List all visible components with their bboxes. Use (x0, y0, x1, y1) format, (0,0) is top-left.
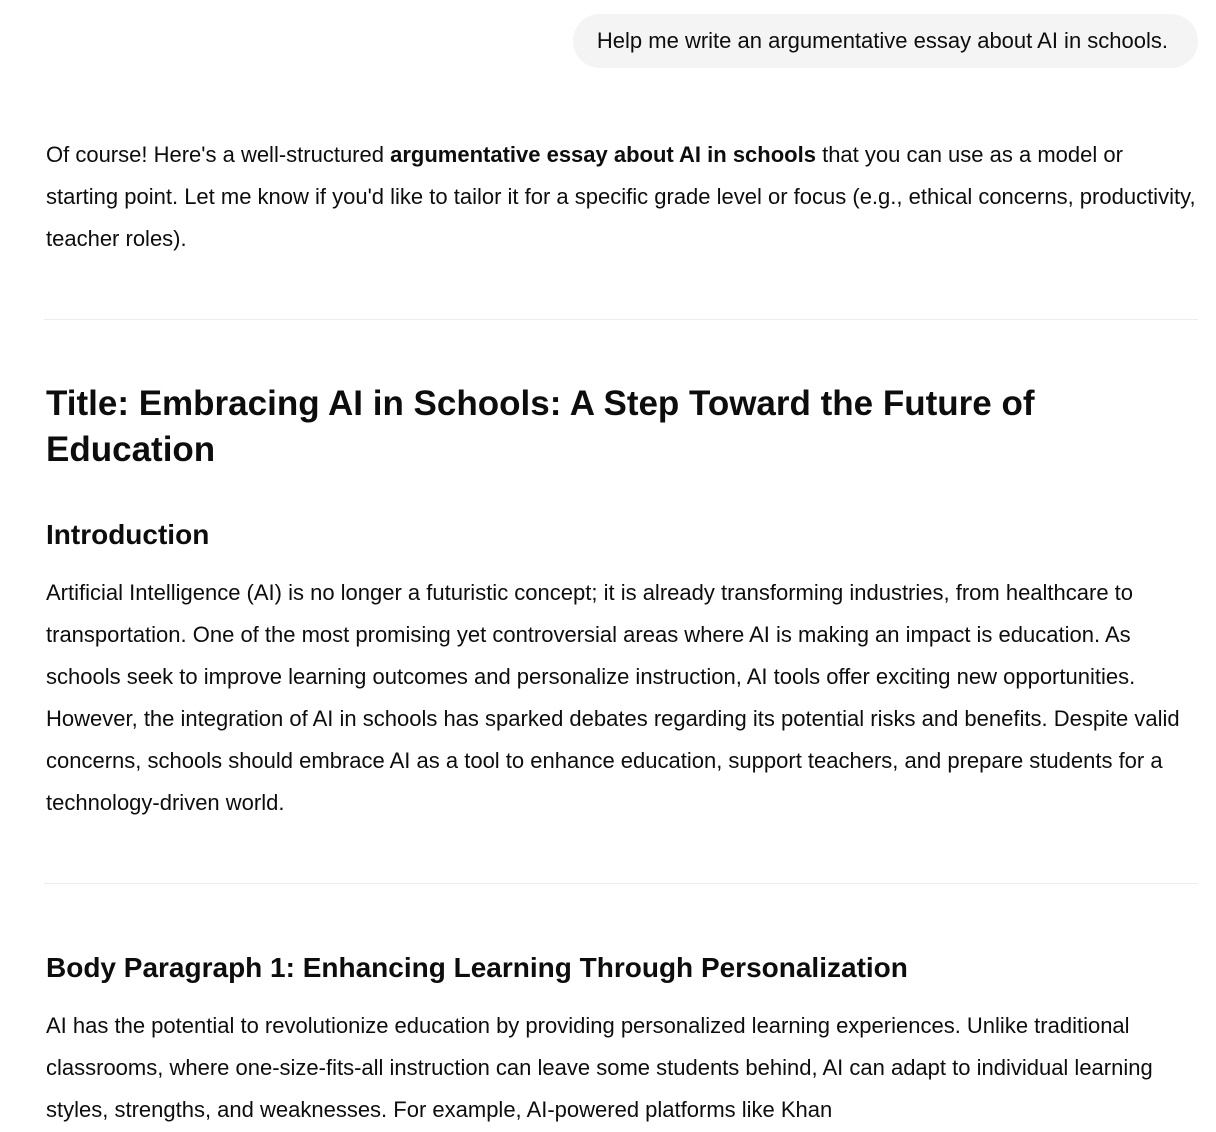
body-paragraph-1-heading: Body Paragraph 1: Enhancing Learning Through Personalization (46, 952, 908, 983)
intro-bold-text: argumentative essay about AI in schools (390, 142, 816, 167)
introduction-heading: Introduction (46, 519, 210, 550)
intro-text-end: that you can use as a model or starting point. Let me know if you'd like to tailor it for a specific grade level or focus (e.g., ethical concerns, productivity, teacher roles). (46, 142, 1196, 251)
essay-title: Title: Embracing AI in Schools: A Step Toward the Future of Education (46, 384, 1035, 469)
divider (44, 883, 1198, 884)
body-paragraph-1-text: AI has the potential to revolutionize education by providing personalized learning experiences. Unlike traditional classrooms, where one-size-fits-all instruction can leave some students behind, AI can adapt to individual learning styles, strengths, and weaknesses. For example, AI-powered platforms like Khan (46, 1013, 1153, 1122)
assistant-intro (46, 134, 1198, 260)
user-message-row (573, 14, 1198, 68)
divider (44, 319, 1198, 320)
user-message-bubble: Help me write an argumentative essay about AI in schools. (573, 14, 1198, 68)
introduction-paragraph: Artificial Intelligence (AI) is no longer a futuristic concept; it is already transforming industries, from healthcare to transportation. One of the most promising yet controversial areas where AI is making an impact is education. As schools seek to improve learning outcomes and personalize instruction, AI tools offer exciting new opportunities. However, the integration of AI in schools has sparked debates regarding its potential risks and benefits. Despite valid concerns, schools should embrace AI as a tool to enhance education, support teachers, and prepare students for a technology-driven world. (46, 580, 1180, 815)
intro-text-start: Of course! Here's a well-structured (46, 142, 391, 167)
